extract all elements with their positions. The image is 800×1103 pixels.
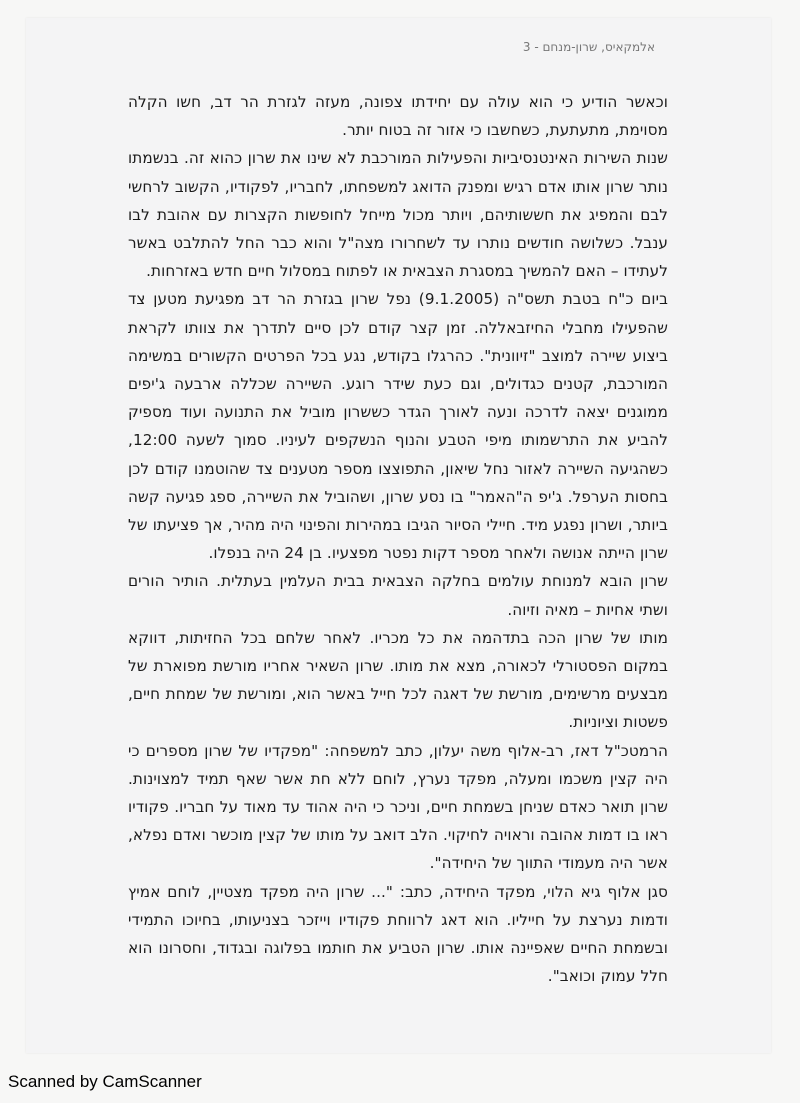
document-body bbox=[128, 88, 668, 991]
paragraph: שנות השירות האינטנסיביות והפעילות המורכבת לא שינו את שרון כהוא זה. בנשמתו נותר שרון אותו אדם רגיש ומפנק הדואג למשפחתו, לחבריו, לפקודיו, הקשוב לרחשי לבם והמפיג את חששותיהם, ויותר מכול מייחל לחופשות הקצרות עם אהובת לבו ענבל. כשלושה חודשים נותרו עד לשחרורו מצה"ל והוא כבר החל להתלבט באשר לעתידו – האם להמשיך במסגרת הצבאית או לפתוח במסלול חיים חדש באזרחות. bbox=[128, 149, 668, 281]
paragraph: סגן אלוף גיא הלוי, מפקד היחידה, כתב: "... שרון היה מפקד מצטיין, לוחם אמיץ ודמות נערצת על חייליו. הוא דאג לרווחת פקודיו וייזכר בצניעותו, בחיוכו התמידי ובשמחת החיים שאפיינה אותו. שרון הטביע את חותמו בפלוגה ובגדוד, וחסרונו הוא חלל עמוק וכואב". bbox=[128, 882, 668, 986]
paragraph: ביום כ"ח בטבת תשס"ה (9.1.2005) נפל שרון בגזרת הר דב מפגיעת מטען צד שהפעילו מחבלי החיזבאללה. זמן קצר קודם לכן סיים לתדרך את צוותו לקראת ביצוע שיירה למוצב "זיוונית". כהרגלו בקודש, נגע בכל הפרטים הקשורים במשימה המורכבת, קטנים כגדולים, וגם כעת שידר רוגע. השיירה שכללה ארבעה ג'יפים ממוגנים יצאה לדרכה ונעה לאורך הגדר כששרון מוביל את התנועה ועוד מספיק להביע את התרשמותו מיפי הטבע והנוף הנשקפים לעיניו. סמוך לשעה 12:00, כשהגיעה השיירה לאזור נחל שיאון, התפוצצו מספר מטענים צד שהוטמנו קודם לכן בחסות הערפל. ג'יפ ה"האמר" בו נסע שרון, ושהוביל את השיירה, ספג פגיעה קשה ביותר, ושרון נפגע מיד. חיילי הסיור הגיבו במהירות והפינוי היה מהיר, אך פציעתו של שרון הייתה אנושה ולאחר מספר דקות נפטר מפצעיו. בן 24 היה בנפלו. bbox=[128, 290, 668, 563]
paragraph: וכאשר הודיע כי הוא עולה עם יחידתו צפונה, מעזה לגזרת הר דב, חשו הקלה מסוימת, מתעתעת, כשחשבו כי אזור זה בטוח יותר. bbox=[128, 93, 668, 140]
paragraph: מותו של שרון הכה בתדהמה את כל מכריו. לאחר שלחם בכל החזיתות, דווקא במקום הפסטורלי לכאורה, מצא את מותו. שרון השאיר אחריו מורשת מפוארת של מבצעים מרשימים, מורשת של דאגה לכל חייל באשר הוא, ומורשת של שמחת חיים, פשטות וציוניות. bbox=[128, 628, 668, 732]
scanner-watermark: Scanned by CamScanner bbox=[8, 1072, 202, 1091]
page-header: אלמקאיס, שרון-מנחם - 3 bbox=[522, 40, 655, 54]
paragraph: שרון הובא למנוחת עולמים בחלקה הצבאית בבית העלמין בעתלית. הותיר הורים ושתי אחיות – מאיה וזיוה. bbox=[128, 572, 668, 619]
paragraph: הרמטכ"ל דאז, רב-אלוף משה יעלון, כתב למשפחה: "מפקדיו של שרון מספרים כי היה קצין משכמו ומעלה, מפקד נערץ, לוחם ללא חת אשר שאף תמיד למצוינות. שרון תואר כאדם שניחן בשמחת חיים, וניכר כי היה אהוד עד מאוד על חבריו. פקודיו ראו בו דמות אהובה וראויה לחיקוי. הלב דואב על מותו של קצין מוכשר ואדם נפלא, אשר היה מעמודי התווך של היחידה". bbox=[128, 741, 668, 873]
